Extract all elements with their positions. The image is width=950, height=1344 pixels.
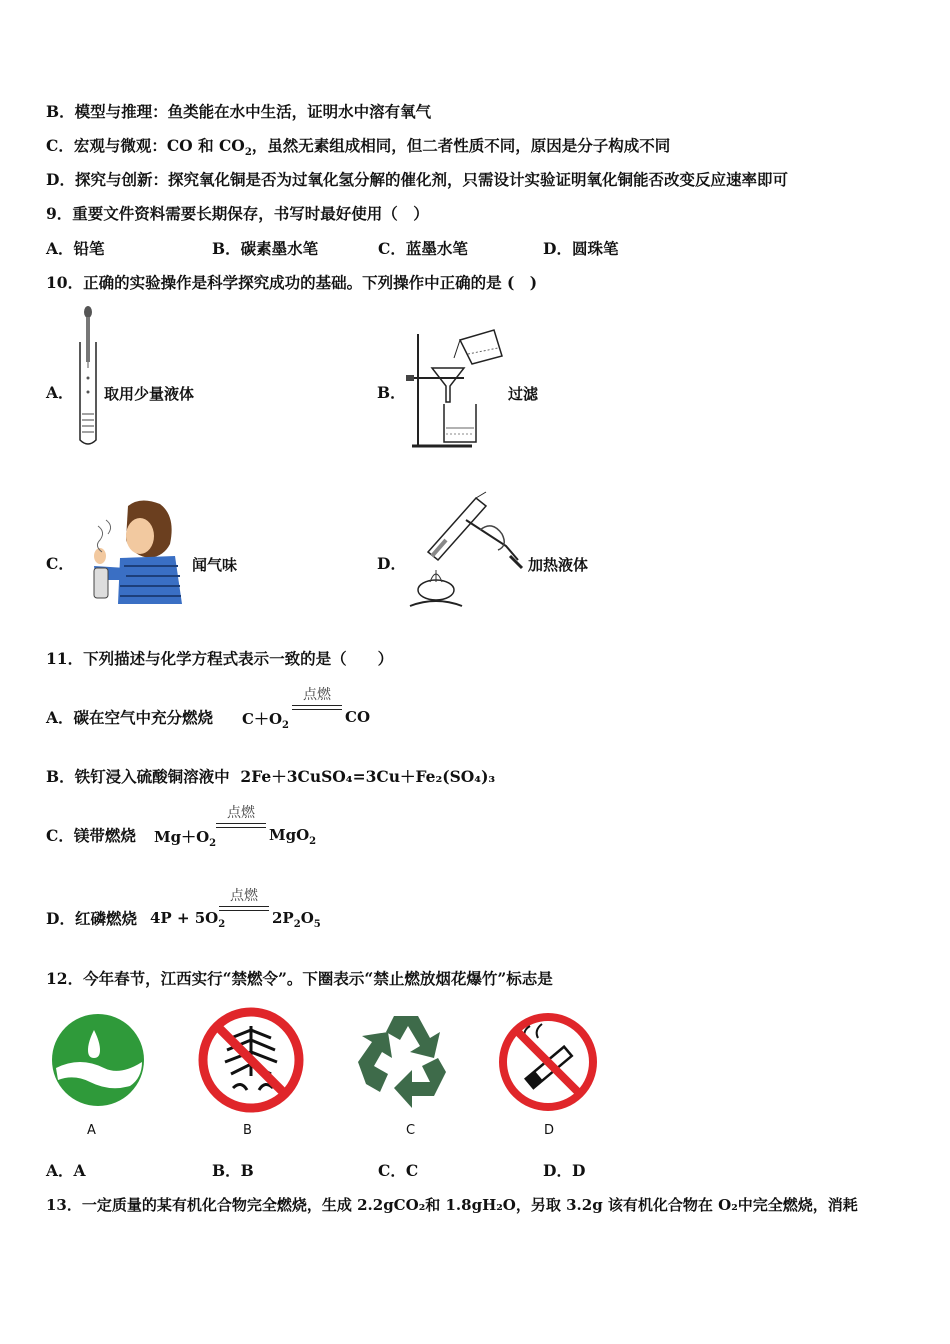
q9-option-b: B．碳素墨水笔 [212,239,319,258]
q9-option-c: C．蓝墨水笔 [378,239,468,258]
q11-option-c-rhs: MgO$_2$ [269,826,317,847]
q11-option-d-rhs: $2P_2O_5$ [272,909,321,930]
q10-option-c-caption: 闻气味 [192,556,238,574]
filtration-apparatus-figure [402,328,507,452]
q11-option-a-condition: 点燃 [292,684,342,710]
no-smoking-sign-icon [498,1012,598,1112]
q12-option-d: D．D [543,1161,586,1180]
sign-d-label: D [544,1123,555,1138]
q12-option-b: B．B [212,1161,254,1180]
sign-b-label: B [243,1123,252,1138]
q10-option-b-letter: B． [377,383,406,402]
q10-option-c-letter: C． [46,554,74,573]
q9-option-d: D．圆珠笔 [543,239,619,258]
q8-option-c: C．宏观与微观：CO 和 $CO_2$，虽然无素组成相同，但二者性质不同，原因是分子构成不同 [46,136,671,159]
q8-option-d: D．探究与创新：探究氧化铜是否为过氧化氢分解的催化剂，只需设计实验证明氧化铜能否改变反应速率即可 [46,170,788,189]
q11-option-c-text: C．镁带燃烧 [46,826,136,845]
q10-option-b-caption: 过滤 [508,385,539,403]
heating-test-tube-figure [406,490,526,610]
no-fireworks-sign-icon [197,1006,305,1114]
q10-option-d-letter: D． [377,554,406,573]
q11-option-c-condition: 点燃 [216,802,266,828]
q11-option-a-rhs: CO [345,708,371,726]
sign-a-label: A [87,1123,96,1138]
q10-stem: 10．正确的实验操作是科学探究成功的基础。下列操作中正确的是 ( ) [46,273,538,292]
q11-option-b: B．铁钉浸入硫酸铜溶液中 2Fe＋3CuSO₄=3Cu＋Fe₂(SO₄)₃ [46,767,496,786]
q13-stem: 13．一定质量的某有机化合物完全燃烧，生成 2.2gCO₂和 1.8gH₂O，另取 3.2g 该有机化合物在 O₂中完全燃烧，消耗 [46,1196,858,1214]
q10-option-a-caption: 取用少量液体 [104,385,195,403]
sign-c-label: C [406,1123,416,1138]
q12-option-a: A．A [46,1161,86,1180]
q10-option-a-letter: A． [46,383,74,402]
q11-option-a-text: A．碳在空气中充分燃烧 [46,708,214,727]
q8-option-b: B．模型与推理：鱼类能在水中生活，证明水中溶有氧气 [46,102,432,121]
q9-stem: 9．重要文件资料需要长期保存，书写时最好使用（ ） [46,204,429,223]
q12-option-c: C．C [378,1161,419,1180]
q9-option-a: A．铅笔 [46,239,105,258]
water-saving-sign-icon [50,1012,146,1108]
q11-stem: 11．下列描述与化学方程式表示一致的是（ ） [46,649,394,668]
smelling-boy-figure [80,496,185,606]
q10-option-d-caption: 加热液体 [528,556,589,574]
q11-option-d-condition: 点燃 [219,885,269,911]
q11-option-a-lhs: $C+O_2$ [242,710,289,731]
q11-option-c-lhs: $Mg+O_2$ [154,828,217,849]
q11-option-d-text: D．红磷燃烧 [46,909,137,928]
dropper-test-tube-figure [74,302,102,450]
q11-option-d-lhs: $4P + 5O_2$ [150,909,226,930]
q12-stem: 12．今年春节，江西实行“禁燃令”。下圈表示“禁止燃放烟花爆竹”标志是 [46,969,553,988]
recycle-sign-icon [354,1008,458,1112]
